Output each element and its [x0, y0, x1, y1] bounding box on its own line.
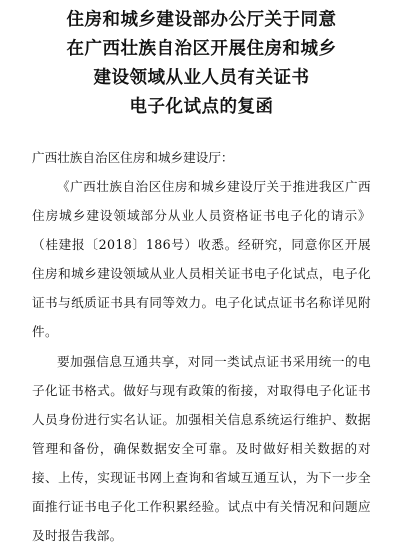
- body-paragraph-1: 《广西壮族自治区住房和城乡建设厅关于推进我区广西住房城乡建设领域部分从业人员资格证书电子化的请示》（桂建报〔2018〕186号）收悉。经研究，同意你区开展住房和城乡建设领域从业人员相关证书电子化试点，电子化证书与纸质证书具有同等效力。电子化试点证书名称详见附件。: [32, 179, 371, 339]
- title-line-4: 电子化试点的复函: [129, 97, 274, 117]
- title-line-1: 住房和城乡建设部办公厅关于同意: [66, 10, 337, 30]
- title-line-2: 在广西壮族自治区开展住房和城乡: [66, 39, 337, 59]
- body-paragraph-2: 要加强信息互通共享，对同一类试点证书采用统一的电子化证书格式。做好与现有政策的衔接，对取得电子化证书人员身份进行实名认证。加强相关信息系统运行维护、数据管理和备份，确保数据安全可靠。及时做好相关数据的对接、上传，实现证书网上查询和省域互通互认，为下一步全面推行证书电子化工作积累经验。试点中有关情况和问题应及时报告我部。: [32, 354, 371, 543]
- document-title: [32, 6, 371, 122]
- title-line-3: 建设领域从业人员有关证书: [93, 68, 310, 88]
- addressee: 广西壮族自治区住房和城乡建设厅：: [32, 150, 234, 165]
